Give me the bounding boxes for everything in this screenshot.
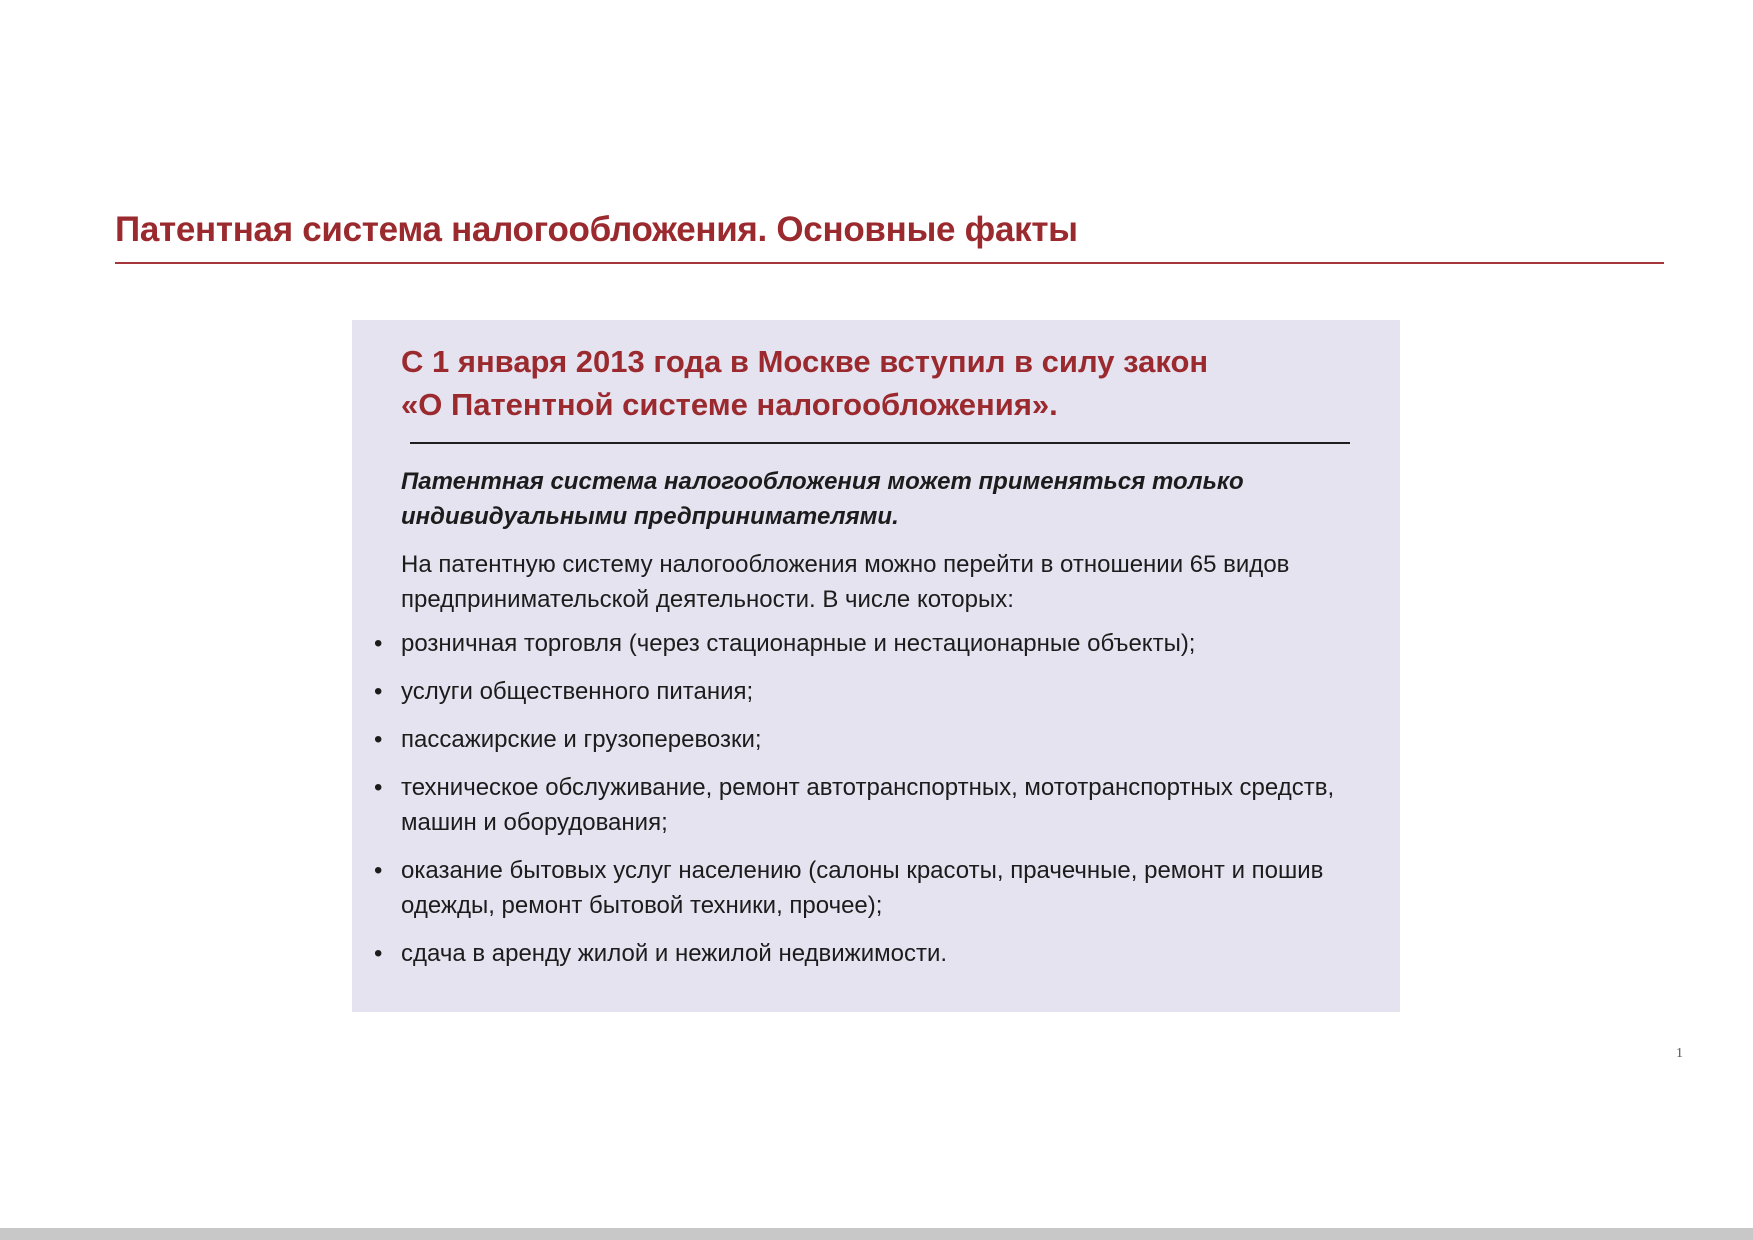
- activity-list: [374, 626, 1374, 984]
- list-item-text: оказание бытовых услуг населению (салоны красоты, прачечные, ремонт и пошив одежды, ремонт бытовой техники, прочее);: [401, 857, 1324, 919]
- list-item-text: пассажирские и грузоперевозки;: [401, 726, 762, 753]
- bullet-icon: •: [374, 940, 383, 967]
- list-item-text: розничная торговля (через стационарные и нестационарные объекты);: [401, 630, 1196, 657]
- info-box: [352, 320, 1400, 1012]
- intro-paragraph: На патентную систему налогообложения можно перейти в отношении 65 видов предпринимательской деятельности. В числе которых:: [401, 551, 1290, 613]
- bullet-icon: •: [374, 774, 383, 801]
- box-divider: [410, 442, 1350, 444]
- page-number: 1: [1676, 1046, 1683, 1061]
- list-item: [374, 936, 1374, 971]
- bullet-icon: •: [374, 857, 383, 884]
- box-heading-line-2: «О Патентной системе налогообложения».: [401, 387, 1058, 422]
- list-item: [374, 626, 1374, 661]
- scan-edge: [0, 1228, 1753, 1240]
- list-item-text: техническое обслуживание, ремонт автотранспортных, мототранспортных средств, машин и оборудования;: [401, 774, 1335, 836]
- page-title: Патентная система налогообложения. Основные факты: [115, 210, 1078, 249]
- list-item: [374, 674, 1374, 709]
- box-heading: [401, 340, 1361, 426]
- list-item-text: сдача в аренду жилой и нежилой недвижимости.: [401, 940, 948, 967]
- title-underline: [115, 262, 1664, 264]
- lead-statement: Патентная система налогообложения может применяться только индивидуальными предпринимателями.: [401, 468, 1244, 530]
- bullet-icon: •: [374, 630, 383, 657]
- list-item: [374, 722, 1374, 757]
- bullet-icon: •: [374, 678, 383, 705]
- list-item: [374, 770, 1374, 840]
- list-item-text: услуги общественного питания;: [401, 678, 754, 705]
- box-heading-line-1: С 1 января 2013 года в Москве вступил в силу закон: [401, 344, 1209, 379]
- list-item: [374, 853, 1374, 923]
- bullet-icon: •: [374, 726, 383, 753]
